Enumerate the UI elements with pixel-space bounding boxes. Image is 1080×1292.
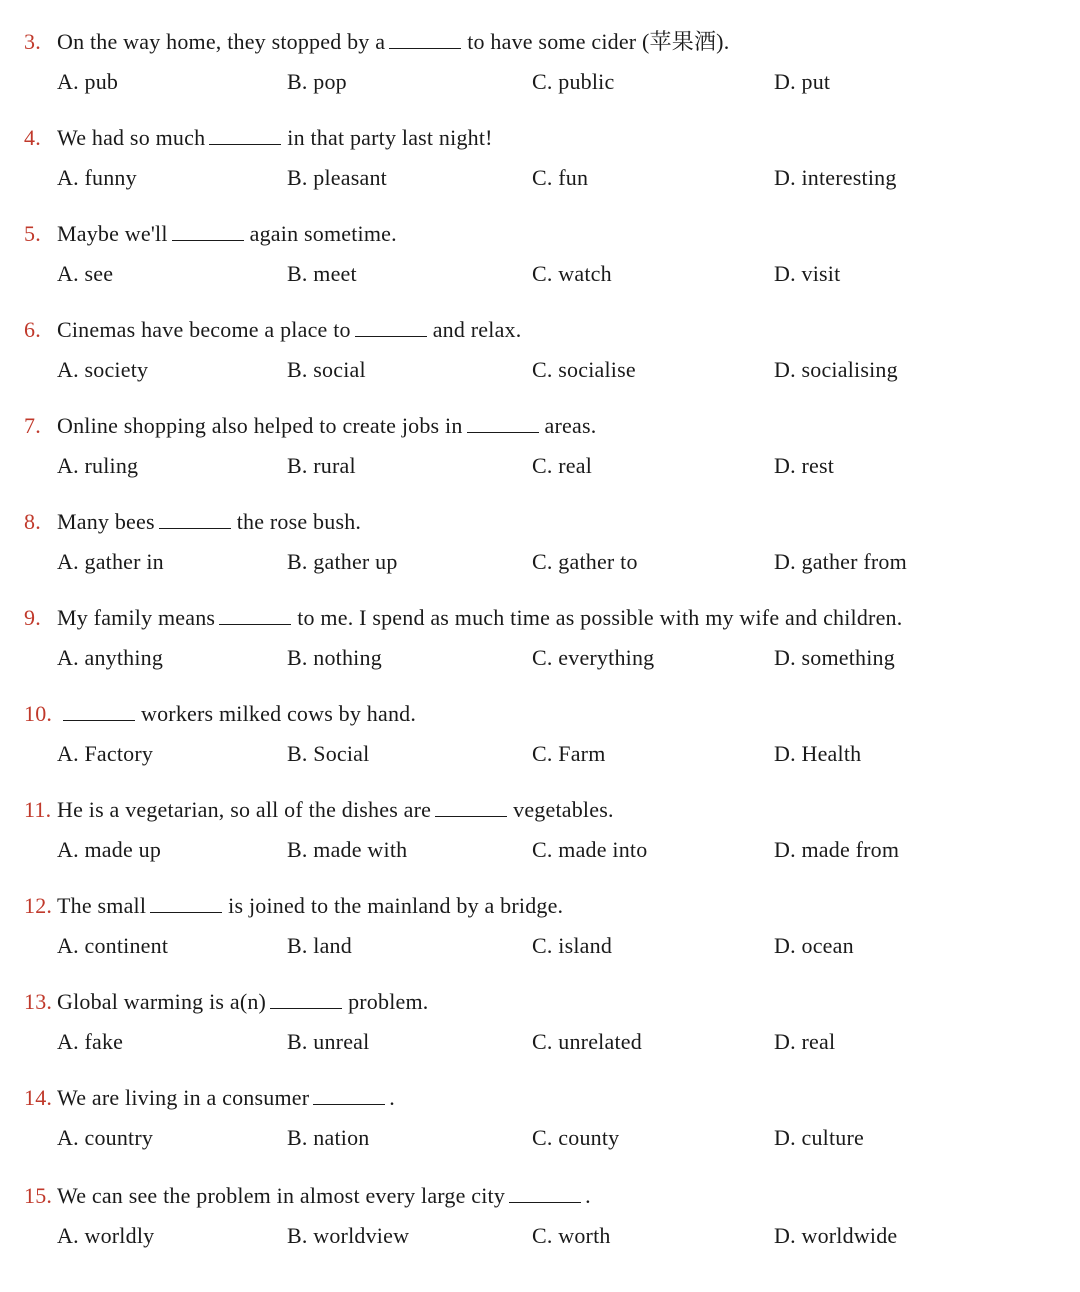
answer-blank bbox=[313, 1084, 385, 1105]
question-13 bbox=[0, 984, 1080, 1080]
option-d: D. visit bbox=[774, 261, 841, 286]
option-d: D. gather from bbox=[774, 549, 907, 574]
option-c: C. fun bbox=[532, 165, 589, 190]
option-a: A. country bbox=[57, 1125, 154, 1150]
options-row bbox=[0, 1024, 1080, 1060]
options-row bbox=[0, 544, 1080, 580]
stem-after: problem. bbox=[348, 989, 429, 1014]
question-stem bbox=[24, 696, 416, 732]
option-a: A. pub bbox=[57, 69, 119, 94]
option-a: A. fake bbox=[57, 1029, 124, 1054]
option-b: B. social bbox=[287, 357, 366, 382]
option-c: C. watch bbox=[532, 261, 612, 286]
question-number: 11. bbox=[24, 797, 52, 822]
option-b: B. rural bbox=[287, 453, 356, 478]
options-row bbox=[0, 832, 1080, 868]
option-c: C. gather to bbox=[532, 549, 638, 574]
option-c: C. public bbox=[532, 69, 615, 94]
answer-blank bbox=[355, 316, 427, 337]
question-number: 5. bbox=[24, 221, 41, 246]
stem-before: Cinemas have become a place to bbox=[57, 317, 351, 342]
question-11 bbox=[0, 792, 1080, 888]
question-number: 12. bbox=[24, 893, 53, 918]
stem-before: He is a vegetarian, so all of the dishes are bbox=[57, 797, 432, 822]
stem-before: We can see the problem in almost every large city bbox=[57, 1183, 506, 1208]
option-b: B. nothing bbox=[287, 645, 382, 670]
option-d: D. something bbox=[774, 645, 895, 670]
answer-blank bbox=[509, 1182, 581, 1203]
stem-after: to have some cider (苹果酒). bbox=[467, 29, 730, 54]
option-a: A. society bbox=[57, 357, 149, 382]
stem-after: and relax. bbox=[432, 317, 522, 342]
options-row bbox=[0, 448, 1080, 484]
question-9 bbox=[0, 600, 1080, 696]
option-d: D. put bbox=[774, 69, 831, 94]
stem-after: vegetables. bbox=[513, 797, 614, 822]
question-number: 13. bbox=[24, 989, 53, 1014]
question-stem bbox=[24, 1178, 591, 1214]
option-c: C. real bbox=[532, 453, 593, 478]
question-5 bbox=[0, 216, 1080, 312]
option-b: B. nation bbox=[287, 1125, 370, 1150]
option-b: B. pop bbox=[287, 69, 347, 94]
question-stem bbox=[24, 888, 563, 924]
stem-before: The small bbox=[57, 893, 147, 918]
answer-blank bbox=[63, 700, 135, 721]
question-stem bbox=[24, 216, 397, 252]
option-c: C. island bbox=[532, 933, 613, 958]
option-d: D. culture bbox=[774, 1125, 864, 1150]
options-row bbox=[0, 64, 1080, 100]
answer-blank bbox=[389, 28, 461, 49]
options-row bbox=[0, 640, 1080, 676]
option-b: B. gather up bbox=[287, 549, 398, 574]
option-d: D. ocean bbox=[774, 933, 854, 958]
stem-after: workers milked cows by hand. bbox=[141, 701, 417, 726]
option-a: A. funny bbox=[57, 165, 137, 190]
option-a: A. worldly bbox=[57, 1223, 155, 1248]
option-c: C. socialise bbox=[532, 357, 636, 382]
stem-after: the rose bush. bbox=[236, 509, 362, 534]
question-stem bbox=[24, 504, 361, 540]
option-d: D. Health bbox=[774, 741, 862, 766]
question-number: 7. bbox=[24, 413, 41, 438]
option-c: C. made into bbox=[532, 837, 648, 862]
question-stem bbox=[24, 1080, 395, 1116]
stem-before: On the way home, they stopped by a bbox=[57, 29, 386, 54]
stem-before: Maybe we'll bbox=[57, 221, 168, 246]
stem-after: . bbox=[585, 1183, 591, 1208]
stem-after: is joined to the mainland by a bridge. bbox=[228, 893, 564, 918]
question-3 bbox=[0, 24, 1080, 120]
option-a: A. continent bbox=[57, 933, 169, 958]
answer-blank bbox=[435, 796, 507, 817]
answer-blank bbox=[219, 604, 291, 625]
question-10 bbox=[0, 696, 1080, 792]
option-b: B. unreal bbox=[287, 1029, 370, 1054]
option-a: A. ruling bbox=[57, 453, 139, 478]
answer-blank bbox=[159, 508, 231, 529]
question-number: 4. bbox=[24, 125, 41, 150]
option-b: B. Social bbox=[287, 741, 370, 766]
option-a: A. Factory bbox=[57, 741, 154, 766]
option-c: C. county bbox=[532, 1125, 620, 1150]
option-d: D. interesting bbox=[774, 165, 897, 190]
stem-before: Online shopping also helped to create jobs in bbox=[57, 413, 463, 438]
question-15 bbox=[0, 1178, 1080, 1274]
question-4 bbox=[0, 120, 1080, 216]
stem-before: Global warming is a(n) bbox=[57, 989, 267, 1014]
question-6 bbox=[0, 312, 1080, 408]
question-number: 9. bbox=[24, 605, 41, 630]
stem-before: We had so much bbox=[57, 125, 206, 150]
option-d: D. real bbox=[774, 1029, 836, 1054]
stem-after: areas. bbox=[544, 413, 597, 438]
option-c: C. Farm bbox=[532, 741, 606, 766]
question-stem bbox=[24, 984, 429, 1020]
options-row bbox=[0, 736, 1080, 772]
answer-blank bbox=[209, 124, 281, 145]
option-c: C. unrelated bbox=[532, 1029, 642, 1054]
options-row bbox=[0, 160, 1080, 196]
stem-before: Many bees bbox=[57, 509, 155, 534]
options-row bbox=[0, 256, 1080, 292]
option-b: B. worldview bbox=[287, 1223, 410, 1248]
question-stem bbox=[24, 120, 493, 156]
option-d: D. made from bbox=[774, 837, 900, 862]
option-d: D. rest bbox=[774, 453, 835, 478]
option-a: A. gather in bbox=[57, 549, 164, 574]
question-number: 6. bbox=[24, 317, 41, 342]
stem-after: again sometime. bbox=[249, 221, 397, 246]
stem-before: My family means bbox=[57, 605, 216, 630]
option-a: A. made up bbox=[57, 837, 162, 862]
stem-after: in that party last night! bbox=[287, 125, 493, 150]
answer-blank bbox=[150, 892, 222, 913]
question-stem bbox=[24, 24, 729, 60]
question-number: 14. bbox=[24, 1085, 53, 1110]
option-b: B. meet bbox=[287, 261, 357, 286]
option-c: C. everything bbox=[532, 645, 655, 670]
question-7 bbox=[0, 408, 1080, 504]
options-row bbox=[0, 1120, 1080, 1156]
option-a: A. anything bbox=[57, 645, 164, 670]
question-number: 10. bbox=[24, 701, 53, 726]
options-row bbox=[0, 1218, 1080, 1254]
stem-after: . bbox=[389, 1085, 395, 1110]
option-d: D. socialising bbox=[774, 357, 898, 382]
option-b: B. pleasant bbox=[287, 165, 387, 190]
answer-blank bbox=[467, 412, 539, 433]
question-14 bbox=[0, 1080, 1080, 1176]
question-stem bbox=[24, 312, 521, 348]
question-number: 15. bbox=[24, 1183, 53, 1208]
stem-before: We are living in a consumer bbox=[57, 1085, 310, 1110]
option-d: D. worldwide bbox=[774, 1223, 898, 1248]
option-b: B. made with bbox=[287, 837, 408, 862]
answer-blank bbox=[270, 988, 342, 1009]
options-row bbox=[0, 352, 1080, 388]
question-8 bbox=[0, 504, 1080, 600]
option-b: B. land bbox=[287, 933, 352, 958]
stem-after: to me. I spend as much time as possible with my wife and children. bbox=[297, 605, 903, 630]
option-a: A. see bbox=[57, 261, 114, 286]
question-12 bbox=[0, 888, 1080, 984]
question-stem bbox=[24, 408, 596, 444]
answer-blank bbox=[172, 220, 244, 241]
question-number: 8. bbox=[24, 509, 41, 534]
question-stem bbox=[24, 792, 614, 828]
question-number: 3. bbox=[24, 29, 41, 54]
option-c: C. worth bbox=[532, 1223, 611, 1248]
question-stem bbox=[24, 600, 902, 636]
options-row bbox=[0, 928, 1080, 964]
